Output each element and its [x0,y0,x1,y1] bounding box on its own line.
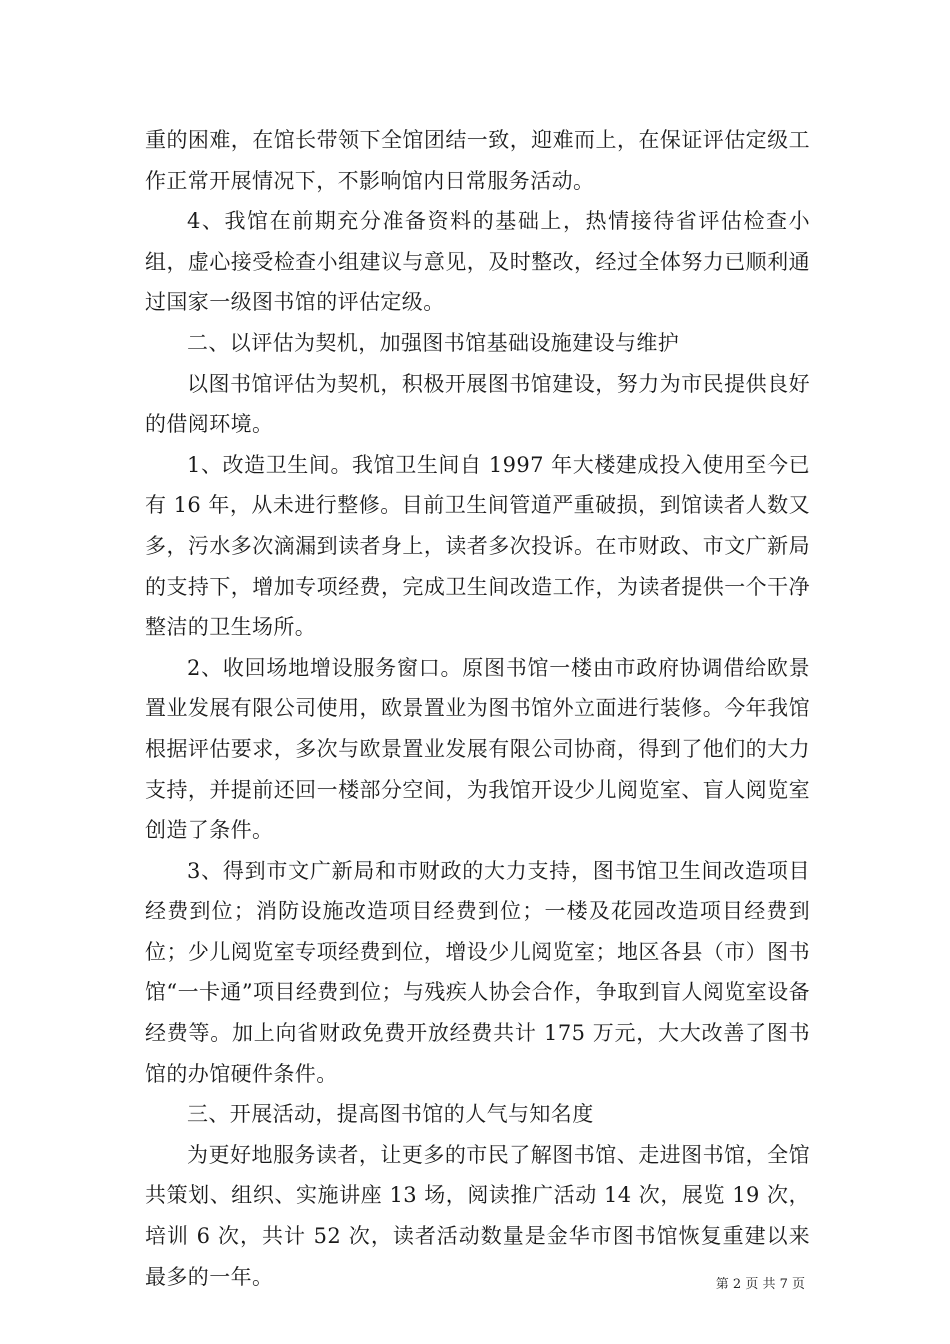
paragraph-activities: 为更好地服务读者，让更多的市民了解图书馆、走进图书馆，全馆共策划、组织、实施讲座 13 场，阅读推广活动 14 次，展览 19 次，培训 6 次，共计 52 次，读者活动数量是金华市图书馆恢复重建以来最多的一年。 [145,1142,810,1289]
paragraph-item-1: 1、改造卫生间。我馆卫生间自 1997 年大楼建成投入使用至今已有 16 年，从未进行整修。目前卫生间管道严重破损，到馆读者人数又多，污水多次滴漏到读者身上，读者多次投诉。在市财政、市文广新局的支持下，增加专项经费，完成卫生间改造工作，为读者提供一个干净整洁的卫生场所。 [145,452,810,640]
paragraph-item-2: 2、收回场地增设服务窗口。原图书馆一楼由市政府协调借给欧景置业发展有限公司使用，欧景置业为图书馆外立面进行装修。今年我馆根据评估要求，多次与欧景置业发展有限公司协商，得到了他们的大力支持，并提前还回一楼部分空间，为我馆开设少儿阅览室、盲人阅览室创造了条件。 [145,655,810,843]
paragraph-item-4: 4、我馆在前期充分准备资料的基础上，热情接待省评估检查小组，虚心接受检查小组建议与意见，及时整改，经过全体努力已顺利通过国家一级图书馆的评估定级。 [145,209,810,315]
paragraph-continuation: 重的困难，在馆长带领下全馆团结一致，迎难而上，在保证评估定级工作正常开展情况下，不影响馆内日常服务活动。 [145,128,810,193]
section-heading-2: 二、以评估为契机，加强图书馆基础设施建设与维护 [187,330,680,355]
document-body [145,120,810,1297]
page-number: 第 2 页 共 7 页 [715,1277,805,1292]
paragraph-item-3: 3、得到市文广新局和市财政的大力支持，图书馆卫生间改造项目经费到位；消防设施改造项目经费到位；一楼及花园改造项目经费到位；少儿阅览室专项经费到位，增设少儿阅览室；地区各县（市）图书馆“一卡通”项目经费到位；与残疾人协会合作，争取到盲人阅览室设备经费等。加上向省财政免费开放经费共计 175 万元，大大改善了图书馆的办馆硬件条件。 [145,858,810,1086]
section-heading-3: 三、开展活动，提高图书馆的人气与知名度 [187,1102,594,1127]
paragraph-intro: 以图书馆评估为契机，积极开展图书馆建设，努力为市民提供良好的借阅环境。 [145,371,810,437]
